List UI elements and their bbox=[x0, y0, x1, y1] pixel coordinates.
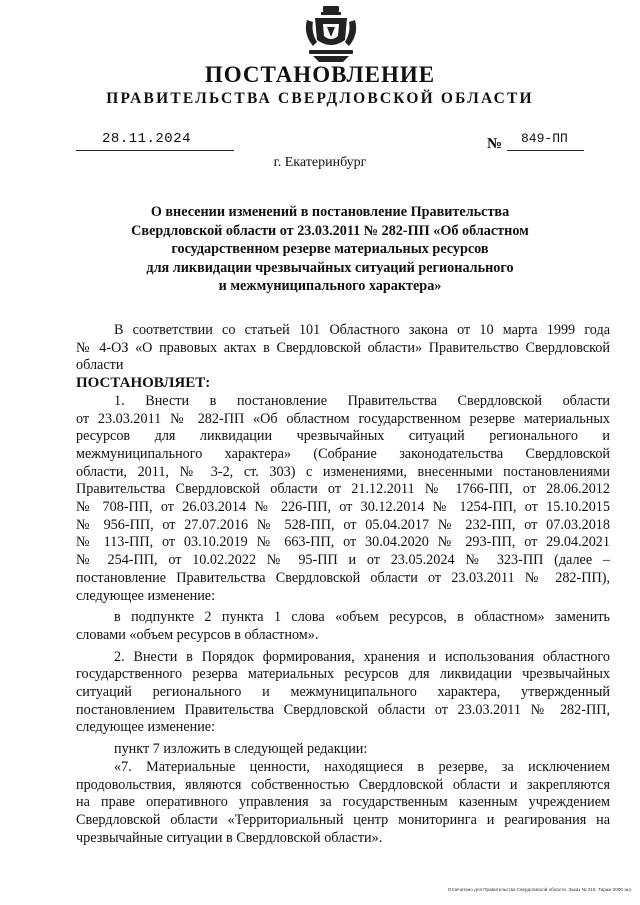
item2-quote-line: «7. Материальные ценности, находящиеся в резерве, за исключением bbox=[114, 758, 610, 775]
document-title-line: Свердловской области от 23.03.2011 № 282-ПП «Об областном bbox=[131, 222, 529, 239]
item1-line: ресурсов для ликвидации чрезвычайных ситуаций регионального и bbox=[76, 428, 610, 445]
item1-line: межмуниципального характера» (Собрание законодательства Свердловской bbox=[76, 445, 610, 462]
preamble-line: В соответствии со статьей 101 Областного закона от 10 марта 1999 года bbox=[114, 322, 610, 338]
item1-sub-line: в подпункте 2 пункта 1 слова «объем ресурсов, в областном» заменить bbox=[114, 609, 610, 626]
item1-line: № 113-ПП, от 03.10.2019 № 663-ПП, от 30.04.2020 № 293-ПП, от 29.04.2021 bbox=[76, 534, 610, 551]
decree-word: ПОСТАНОВЛЯЕТ: bbox=[76, 375, 211, 392]
number-sign: № bbox=[487, 136, 503, 152]
item2-quote-line: продовольствия, являются собственностью Свердловской области и закрепляются bbox=[76, 776, 610, 793]
item1-sub-line: словами «объем ресурсов в областном». bbox=[76, 626, 319, 643]
item1-line: № 254-ПП, от 10.02.2022 № 95-ПП и от 23.05.2024 № 323-ПП (далее – bbox=[76, 552, 610, 569]
issuer-subtitle: ПРАВИТЕЛЬСТВА СВЕРДЛОВСКОЙ ОБЛАСТИ bbox=[106, 90, 534, 107]
city-name: г. Екатеринбург bbox=[273, 155, 367, 170]
item2-quote-line: чрезвычайные ситуации в Свердловской области». bbox=[76, 829, 383, 846]
document-body bbox=[76, 322, 610, 847]
document-title-line: для ликвидации чрезвычайных ситуаций регионального bbox=[146, 259, 514, 276]
date-underline bbox=[76, 150, 234, 151]
print-footer-note: Отпечатано для Правительства Свердловской области. Заказ № 216. Тираж 2000 экз. bbox=[447, 887, 632, 892]
item2-line: следующее изменение: bbox=[76, 719, 216, 736]
document-title bbox=[120, 203, 540, 296]
number-underline bbox=[507, 150, 584, 151]
item1-line: 1. Внести в постановление Правительства Свердловской области bbox=[114, 392, 610, 409]
document-title-line: государственном резерве материальных ресурсов bbox=[171, 241, 489, 258]
coat-of-arms-icon bbox=[303, 4, 359, 64]
preamble-line: области bbox=[76, 357, 124, 374]
item1-line: № 956-ПП, от 27.07.2016 № 528-ПП, от 05.04.2017 № 232-ПП, от 07.03.2018 bbox=[76, 516, 610, 533]
item2-quote-line: Свердловской области «Территориальный центр мониторинга и реагирования на bbox=[76, 811, 610, 828]
preamble-line: № 4-ОЗ «О правовых актах в Свердловской области» Правительство Свердловской bbox=[76, 339, 610, 356]
item1-line: области, 2011, № 3-2, ст. 303) с изменениями, внесенными постановлениями bbox=[76, 463, 610, 480]
item1-line: Правительства Свердловской области от 21.12.2011 № 1766-ПП, от 28.06.2012 bbox=[76, 481, 610, 498]
item1-line: следующее изменение: bbox=[76, 587, 216, 604]
item2-line: государственного резерва материальных ресурсов для ликвидации чрезвычайных bbox=[76, 666, 610, 683]
item2-line: 2. Внести в Порядок формирования, хранения и использования областного bbox=[114, 648, 610, 665]
item1-line: постановление Правительства Свердловской области от 23.03.2011 № 282-ПП), bbox=[76, 569, 610, 586]
document-title-line: О внесении изменений в постановление Правительства bbox=[150, 204, 510, 220]
document-date: 28.11.2024 bbox=[102, 131, 192, 147]
item2-quote-line: на праве оперативного управления за государственным казенным учреждением bbox=[76, 794, 610, 811]
item2-sub-line: пункт 7 изложить в следующей редакции: bbox=[114, 741, 368, 758]
document-title-line: и межмуниципального характера» bbox=[218, 278, 442, 295]
document-number: 849-ПП bbox=[521, 131, 568, 146]
item1-line: № 708-ПП, от 26.03.2014 № 226-ПП, от 30.12.2014 № 1254-ПП, от 15.10.2015 bbox=[76, 499, 610, 516]
item2-line: ситуаций регионального и межмуниципального характера, утвержденный bbox=[76, 684, 610, 701]
document-type-title: ПОСТАНОВЛЕНИЕ bbox=[204, 62, 436, 87]
item1-line: от 23.03.2011 № 282-ПП «Об областном государственном резерве материальных bbox=[76, 410, 610, 427]
item2-line: постановлением Правительства Свердловской области от 23.03.2011 № 282-ПП, bbox=[76, 701, 610, 718]
